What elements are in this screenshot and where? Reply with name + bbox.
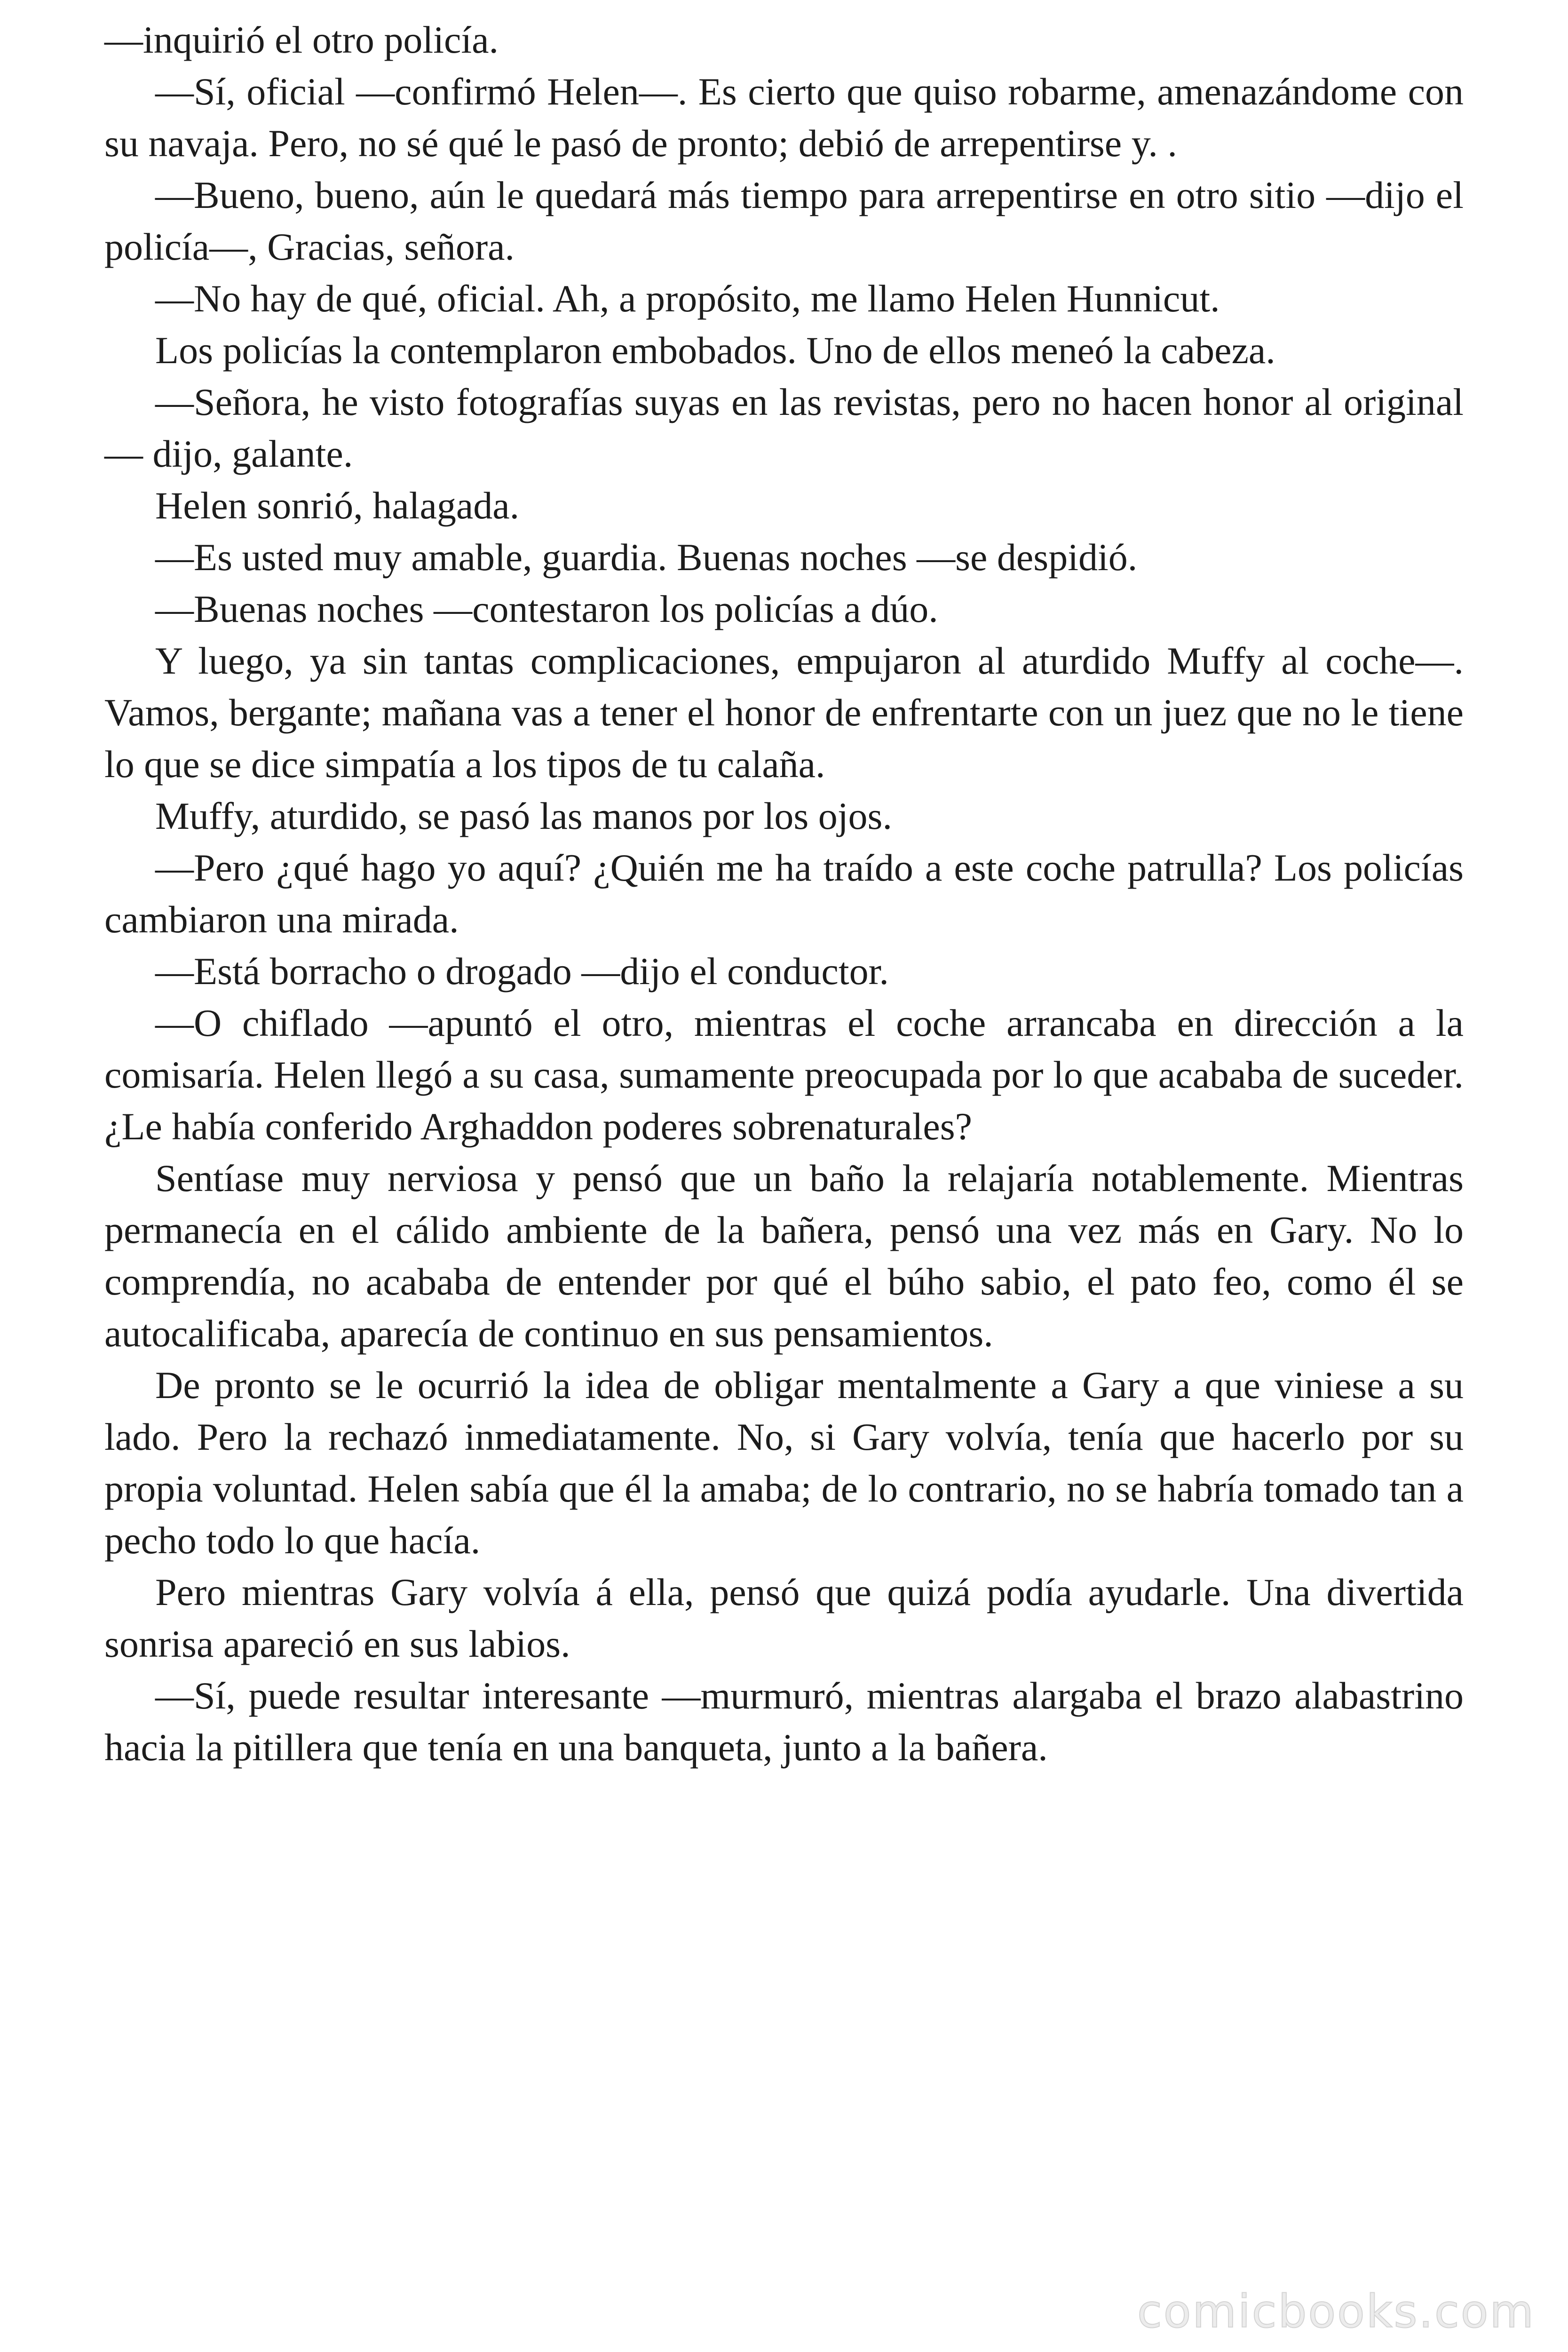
paragraph: Los policías la contemplaron embobados. Uno de ellos meneó la cabeza.: [155, 329, 1275, 372]
paragraph: De pronto se le ocurrió la idea de obligar mentalmente a Gary a que viniese a su lado. Pero la rechazó inmediatamente. No, si Gary volvía, tenía que hacerlo por su propia voluntad. Helen sabía que él la amaba; de lo contrario, no se habría tomado tan a pecho todo lo que hacía.: [104, 1364, 1464, 1562]
paragraph: —Es usted muy amable, guardia. Buenas noches —se despidió.: [155, 536, 1138, 579]
paragraph: —O chiflado —apuntó el otro, mientras el coche arrancaba en dirección a la comisaría. Helen llegó a su casa, sumamente preocupada por lo que acababa de suceder. ¿Le había conferido Arghaddon poderes sobrenaturales?: [104, 1001, 1464, 1148]
paragraph: Helen sonrió, halagada.: [155, 484, 520, 527]
paragraph: —Bueno, bueno, aún le quedará más tiempo para arrepentirse en otro sitio —dijo el policía—, Gracias, señora.: [104, 174, 1464, 268]
paragraph: —Sí, oficial —confirmó Helen—. Es cierto que quiso robarme, amenazándome con su navaja. Pero, no sé qué le pasó de pronto; debió de arrepentirse y. .: [104, 70, 1464, 165]
paragraph: Pero mientras Gary volvía á ella, pensó que quizá podía ayudarle. Una divertida sonrisa apareció en sus labios.: [104, 1571, 1464, 1665]
paragraph: Y luego, ya sin tantas complicaciones, empujaron al aturdido Muffy al coche—. Vamos, bergante; mañana vas a tener el honor de enfrentarte con un juez que no le tiene lo que se dice simpatía a los tipos de tu calaña.: [104, 639, 1464, 786]
watermark: comicbooks.com: [1137, 2285, 1535, 2338]
paragraph: —Buenas noches —contestaron los policías a dúo.: [155, 588, 938, 630]
paragraph: Muffy, aturdido, se pasó las manos por los ojos.: [155, 795, 892, 837]
paragraph: —Sí, puede resultar interesante —murmuró, mientras alargaba el brazo alabastrino hacia la pitillera que tenía en una banqueta, junto a la bañera.: [104, 1674, 1464, 1769]
paragraph: —inquirió el otro policía.: [104, 18, 499, 61]
paragraph: —No hay de qué, oficial. Ah, a propósito, me llamo Helen Hunnicut.: [155, 277, 1220, 320]
paragraph: —Señora, he visto fotografías suyas en las revistas, pero no hacen honor al original — dijo, galante.: [104, 381, 1464, 475]
page-body: [104, 14, 1464, 1773]
paragraph: Sentíase muy nerviosa y pensó que un baño la relajaría notablemente. Mientras permanecía en el cálido ambiente de la bañera, pensó una vez más en Gary. No lo comprendía, no acababa de entender por qué el búho sabio, el pato feo, como él se autocalificaba, aparecía de continuo en sus pensamientos.: [104, 1157, 1464, 1355]
paragraph: —Está borracho o drogado —dijo el conductor.: [155, 950, 889, 993]
paragraph: —Pero ¿qué hago yo aquí? ¿Quién me ha traído a este coche patrulla? Los policías cambiaron una mirada.: [104, 846, 1464, 941]
